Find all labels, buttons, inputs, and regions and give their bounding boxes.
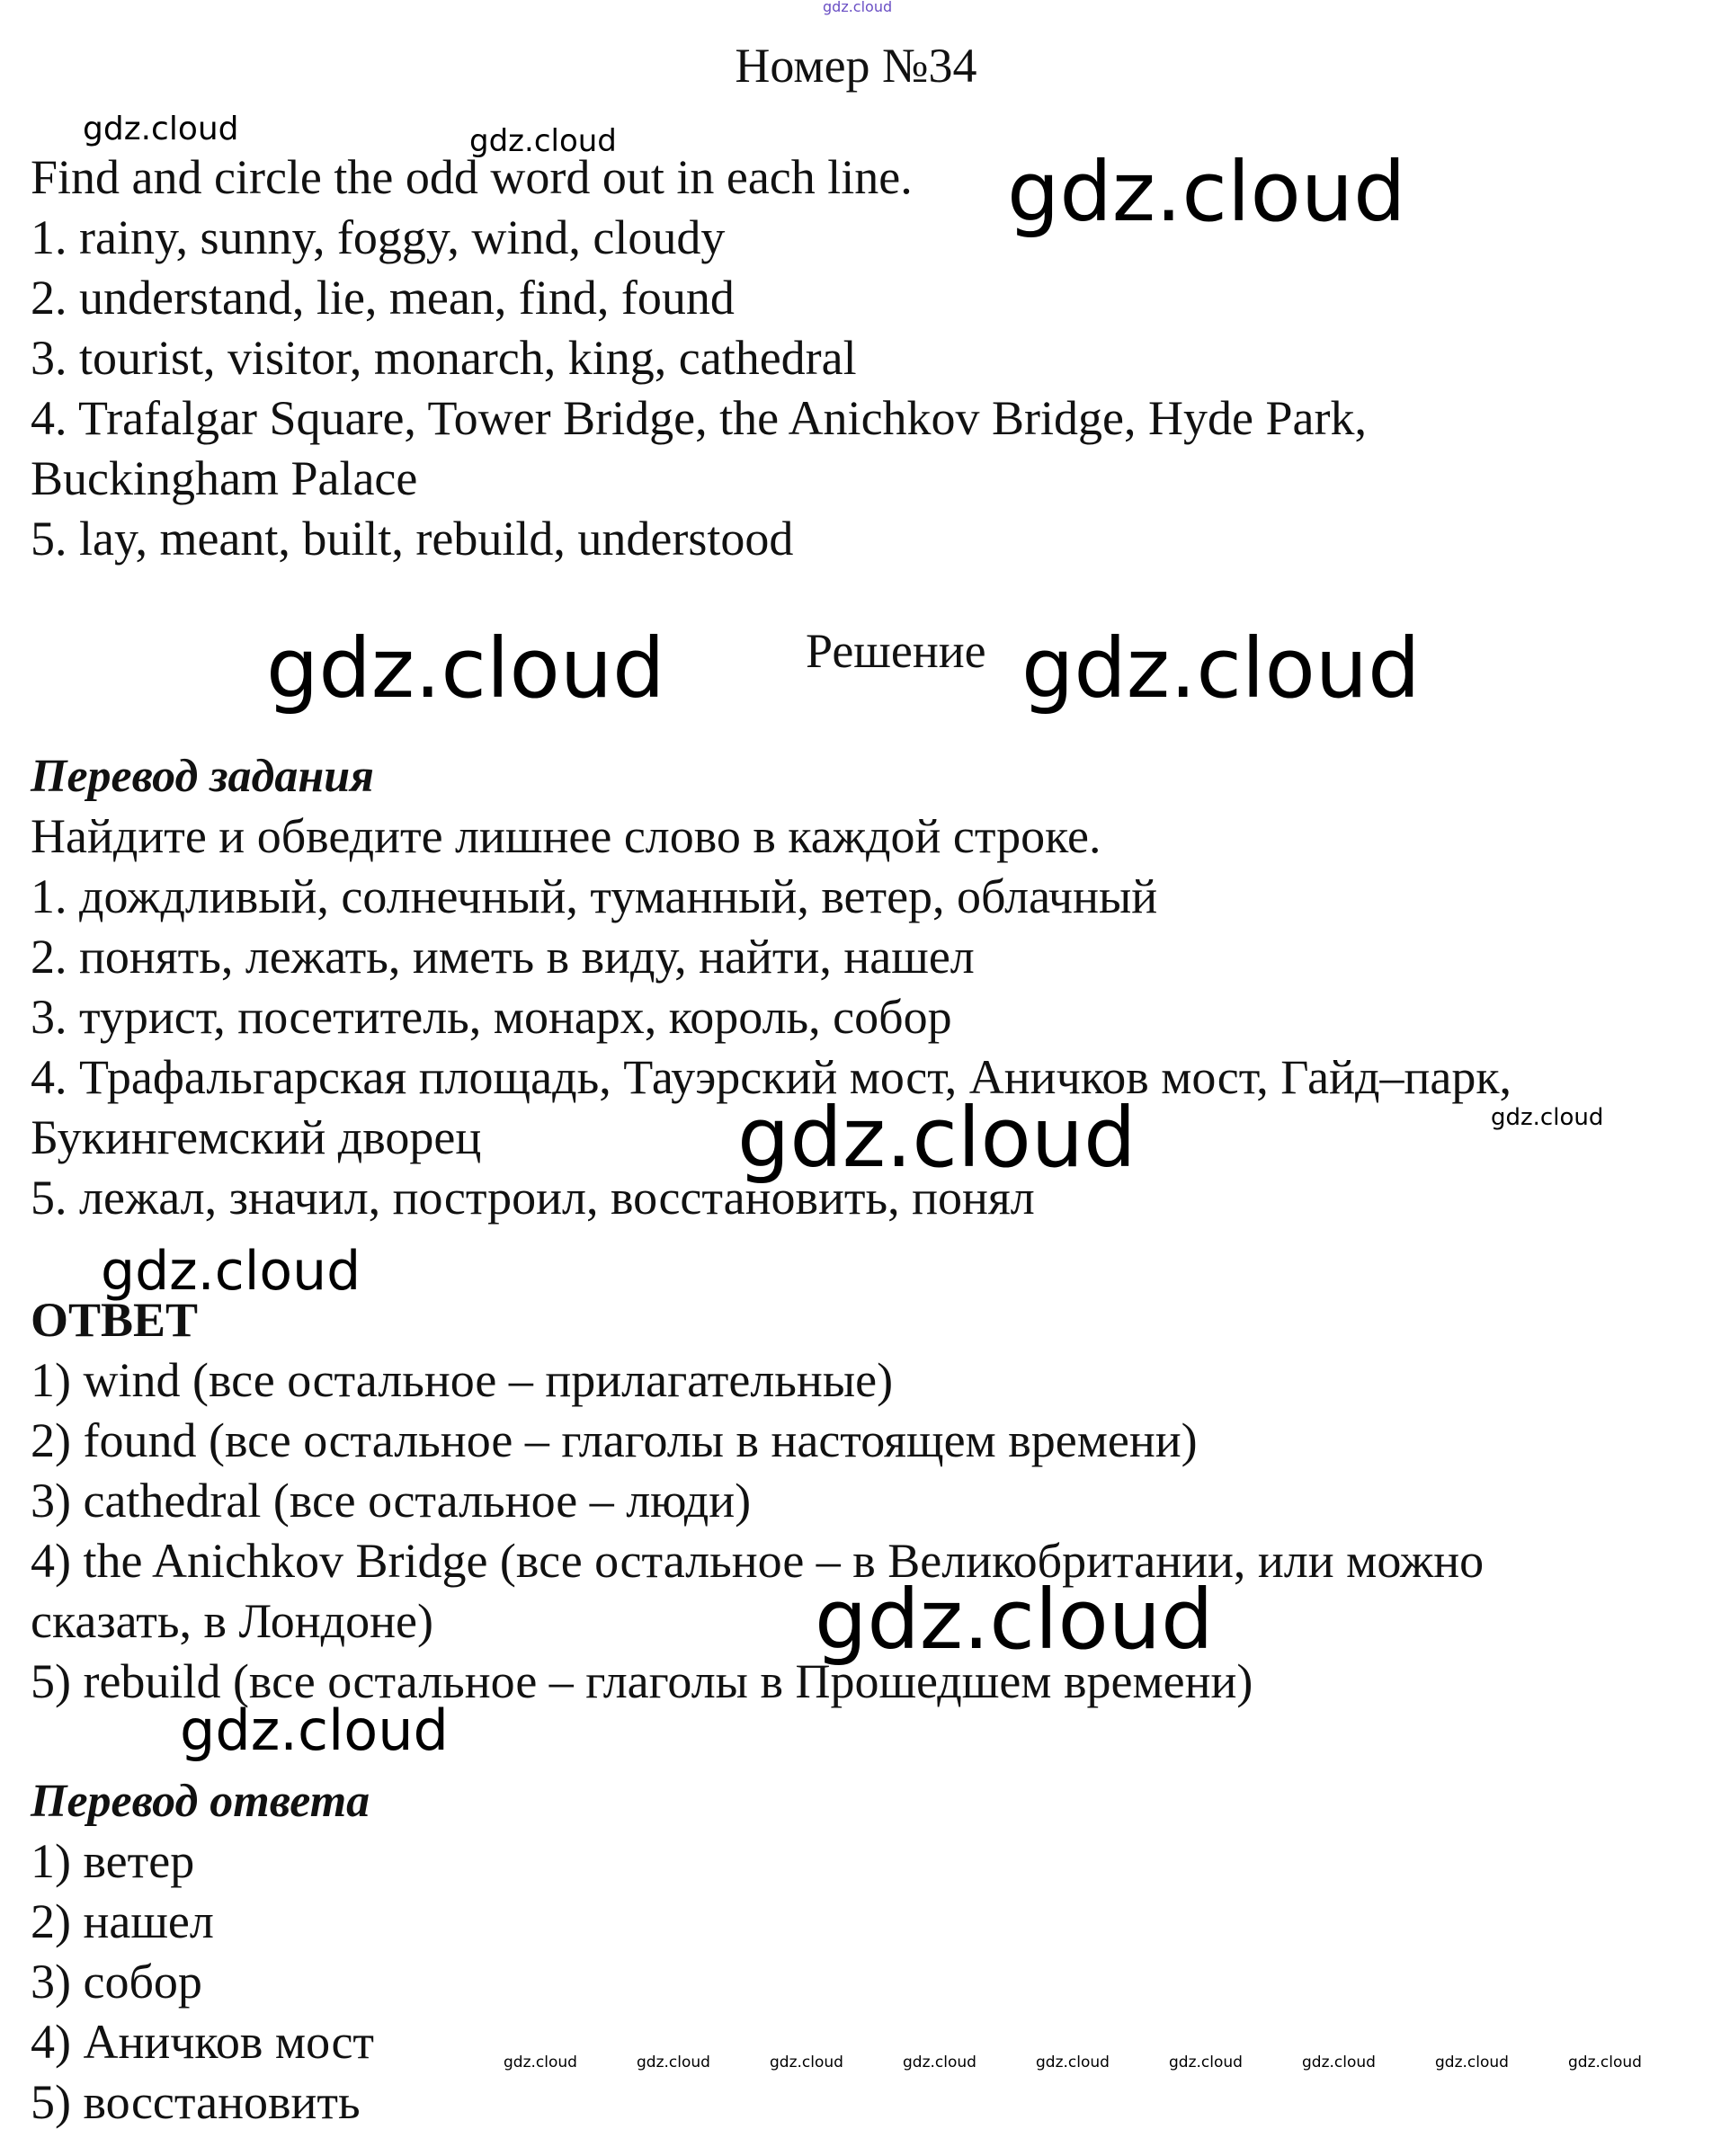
answer-translation-line: 1) ветер (31, 1834, 195, 1888)
watermark: gdz.cloud (1007, 144, 1406, 240)
translation-line: Букингемский дворец (31, 1110, 482, 1164)
task-line: 3. tourist, visitor, monarch, king, cathedral (31, 331, 857, 385)
translation-line: 5. лежал, значил, построил, восстановить, понял (31, 1171, 1035, 1225)
watermark: gdz.cloud (101, 1240, 361, 1303)
answer-line: 5) rebuild (все остальное – глаголы в Прошедшем времени) (31, 1654, 1253, 1708)
page-title: Номер №34 (735, 39, 977, 93)
task-line: 2. understand, lie, mean, find, found (31, 271, 735, 325)
watermark: gdz.cloud (83, 111, 239, 147)
answer-line: сказать, в Лондоне) (31, 1594, 433, 1648)
watermark: gdz.cloud (180, 1697, 449, 1763)
watermark: gdz.cloud (815, 1572, 1214, 1668)
translation-line: 3. турист, посетитель, монарх, король, собор (31, 990, 952, 1044)
answer-line: 1) wind (все остальное – прилагательные) (31, 1353, 894, 1407)
answer-translation-line: 2) нашел (31, 1894, 214, 1948)
watermark: gdz.cloud (737, 1090, 1137, 1186)
watermark: gdz.cloud (504, 2054, 577, 2071)
translation-instruction: Найдите и обведите лишнее слово в каждой строке. (31, 809, 1101, 863)
watermark: gdz.cloud (903, 2054, 976, 2071)
task-line: 1. rainy, sunny, foggy, wind, cloudy (31, 210, 726, 264)
answer-line: 3) cathedral (все остальное – люди) (31, 1474, 752, 1528)
task-instruction: Find and circle the odd word out in each line. (31, 150, 913, 204)
translation-line: 2. понять, лежать, иметь в виду, найти, нашел (31, 930, 975, 984)
watermark: gdz.cloud (1435, 2054, 1509, 2071)
watermark: gdz.cloud (770, 2054, 843, 2071)
task-section (31, 144, 1685, 569)
watermark: gdz.cloud (1021, 620, 1421, 717)
task-line: Buckingham Palace (31, 451, 418, 505)
watermark: gdz.cloud (469, 123, 617, 159)
task-line: 5. lay, meant, built, rebuild, understood (31, 512, 794, 566)
watermark: gdz.cloud (266, 620, 665, 717)
watermark: gdz.cloud (1491, 1104, 1604, 1131)
watermark: gdz.cloud (1036, 2054, 1110, 2071)
task-line: 4. Trafalgar Square, Tower Bridge, the Anichkov Bridge, Hyde Park, (31, 391, 1367, 445)
answer-heading: ОТВЕТ (31, 1293, 199, 1347)
answer-translation-line: 5) восстановить (31, 2075, 361, 2129)
translation-line: 1. дождливый, солнечный, туманный, ветер, облачный (31, 869, 1158, 923)
watermark: gdz.cloud (823, 0, 893, 15)
solution-label: Решение (806, 624, 986, 678)
watermark: gdz.cloud (1302, 2054, 1376, 2071)
answer-translation-line: 3) собор (31, 1955, 202, 2009)
answer-line: 2) found (все остальное – глаголы в настоящем времени) (31, 1413, 1198, 1467)
watermark: gdz.cloud (1568, 2054, 1642, 2071)
watermark: gdz.cloud (1169, 2054, 1243, 2071)
answer-line: 4) the Anichkov Bridge (все остальное – в Великобритании, или можно (31, 1534, 1485, 1588)
watermark: gdz.cloud (637, 2054, 710, 2071)
answer-translation-section (31, 1771, 1685, 2133)
translation-line: 4. Трафальгарская площадь, Тауэрский мост, Аничков мост, Гайд–парк, (31, 1050, 1512, 1104)
answer-translation-heading: Перевод ответа (31, 1776, 370, 1827)
translation-heading: Перевод задания (31, 751, 374, 802)
answer-translation-line: 4) Аничков мост (31, 2015, 375, 2069)
